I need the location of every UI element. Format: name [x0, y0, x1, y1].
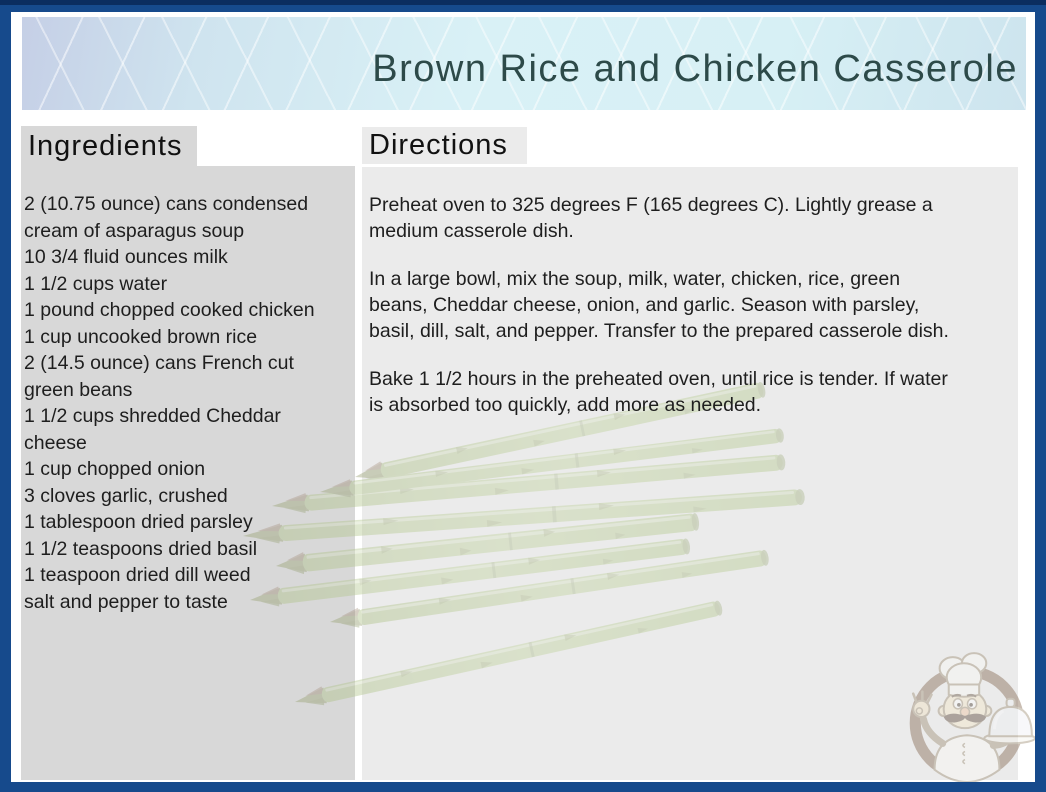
ingredient-item: salt and pepper to taste	[24, 590, 228, 613]
directions-heading-box	[362, 127, 527, 164]
ingredient-item: 10 3/4 fluid ounces milk	[24, 246, 228, 268]
direction-paragraph: Preheat oven to 325 degrees F (165 degrees C). Lightly grease a medium casserole dish.	[369, 194, 933, 242]
ingredient-item: 1 cup uncooked brown rice	[24, 325, 258, 348]
direction-paragraph: In a large bowl, mix the soup, milk, water, chicken, rice, green beans, Cheddar cheese, onion, and garlic. Season with parsley, basil, dill, salt, and pepper. Transfer to the prepared casserole dish.	[369, 268, 949, 342]
direction-paragraph: Bake 1 1/2 hours in the preheated oven, until rice is tender. If water is absorbed too quickly, add more as needed.	[369, 368, 948, 416]
page-title: Brown Rice and Chicken Casserole	[372, 48, 1018, 90]
ingredient-item: 2 (14.5 ounce) cans French cut green beans	[24, 352, 294, 401]
title-banner	[22, 17, 1026, 110]
page-frame-top-edge	[0, 0, 1046, 5]
ingredient-item: 2 (10.75 ounce) cans condensed cream of asparagus soup	[24, 193, 309, 242]
directions-heading: Directions	[369, 129, 508, 161]
ingredient-item: 1 1/2 cups water	[24, 272, 168, 295]
ingredient-item: 1 cup chopped onion	[24, 458, 206, 480]
ingredients-list	[24, 191, 346, 615]
ingredient-item: 1 teaspoon dried dill weed	[24, 564, 251, 586]
ingredient-item: 1 1/2 cups shredded Cheddar cheese	[24, 405, 281, 454]
ingredient-item: 1 1/2 teaspoons dried basil	[24, 537, 258, 560]
ingredients-heading: Ingredients	[28, 129, 183, 162]
ingredient-item: 3 cloves garlic, crushed	[24, 484, 228, 507]
ingredient-item: 1 pound chopped cooked chicken	[24, 299, 315, 321]
ingredient-item: 1 tablespoon dried parsley	[24, 511, 253, 533]
directions-text	[369, 192, 956, 440]
ingredients-heading-box	[21, 126, 197, 166]
